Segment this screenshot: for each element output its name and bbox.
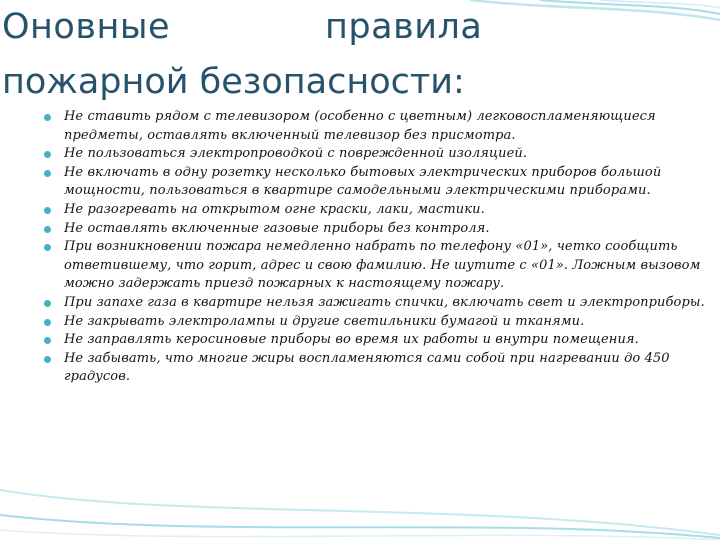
bullet-icon — [44, 226, 51, 233]
list-item — [44, 294, 714, 313]
title-line-2: пожарной безопасности: — [2, 62, 465, 102]
list-item — [44, 313, 714, 332]
fire-safety-rules-list — [44, 108, 714, 387]
list-item-text: При запахе газа в квартире нельзя зажигать спички, включать свет и электроприборы. — [64, 294, 705, 310]
list-item-text: Не заправлять керосиновые приборы во время их работы и внутри помещения. — [64, 332, 639, 348]
title-line-1 — [2, 0, 642, 55]
list-item — [44, 145, 714, 164]
bullet-icon — [44, 151, 51, 158]
list-item-text: Не ставить рядом с телевизором (особенно с цветным) легковоспламеняющиеся предметы, оставлять включенный телевизор без присмотра. — [64, 109, 656, 143]
bullet-icon — [44, 300, 51, 307]
bullet-icon — [44, 170, 51, 177]
list-item — [44, 201, 714, 220]
bullet-icon — [44, 114, 51, 121]
bullet-icon — [44, 337, 51, 344]
list-item — [44, 350, 714, 387]
list-item — [44, 108, 714, 145]
list-item-text: Не закрывать электролампы и другие светильники бумагой и тканями. — [64, 313, 585, 329]
list-item-text: Не пользоваться электропроводкой с поврежденной изоляцией. — [64, 146, 528, 162]
bullet-icon — [44, 356, 51, 363]
list-item — [44, 238, 714, 294]
list-item — [44, 331, 714, 350]
bullet-icon — [44, 319, 51, 326]
list-item — [44, 164, 714, 201]
list-item-text: При возникновении пожара немедленно набрать по телефону «01», четко сообщить ответившему, что горит, адрес и свою фамилию. Не шутите с «01». Ложным вызовом можно задержать приезд пожарных к настоящему пожару. — [64, 239, 701, 292]
list-item-text: Не разогревать на открытом огне краски, лаки, мастики. — [64, 201, 485, 217]
bullet-icon — [44, 244, 51, 251]
bullet-icon — [44, 207, 51, 214]
list-item — [44, 220, 714, 239]
title-word-left: Оновные — [2, 7, 171, 47]
list-item-text: Не забывать, что многие жиры воспламеняются сами собой при нагревании до 450 градусов. — [64, 350, 670, 385]
title-word-right: правила — [325, 7, 483, 47]
slide-title — [2, 0, 642, 110]
list-item-text: Не включать в одну розетку несколько бытовых электрических приборов большой мощности, пользоваться в квартире самодельными электрическими приборами. — [64, 164, 662, 199]
list-item-text: Не оставлять включенные газовые приборы без контроля. — [64, 220, 490, 236]
